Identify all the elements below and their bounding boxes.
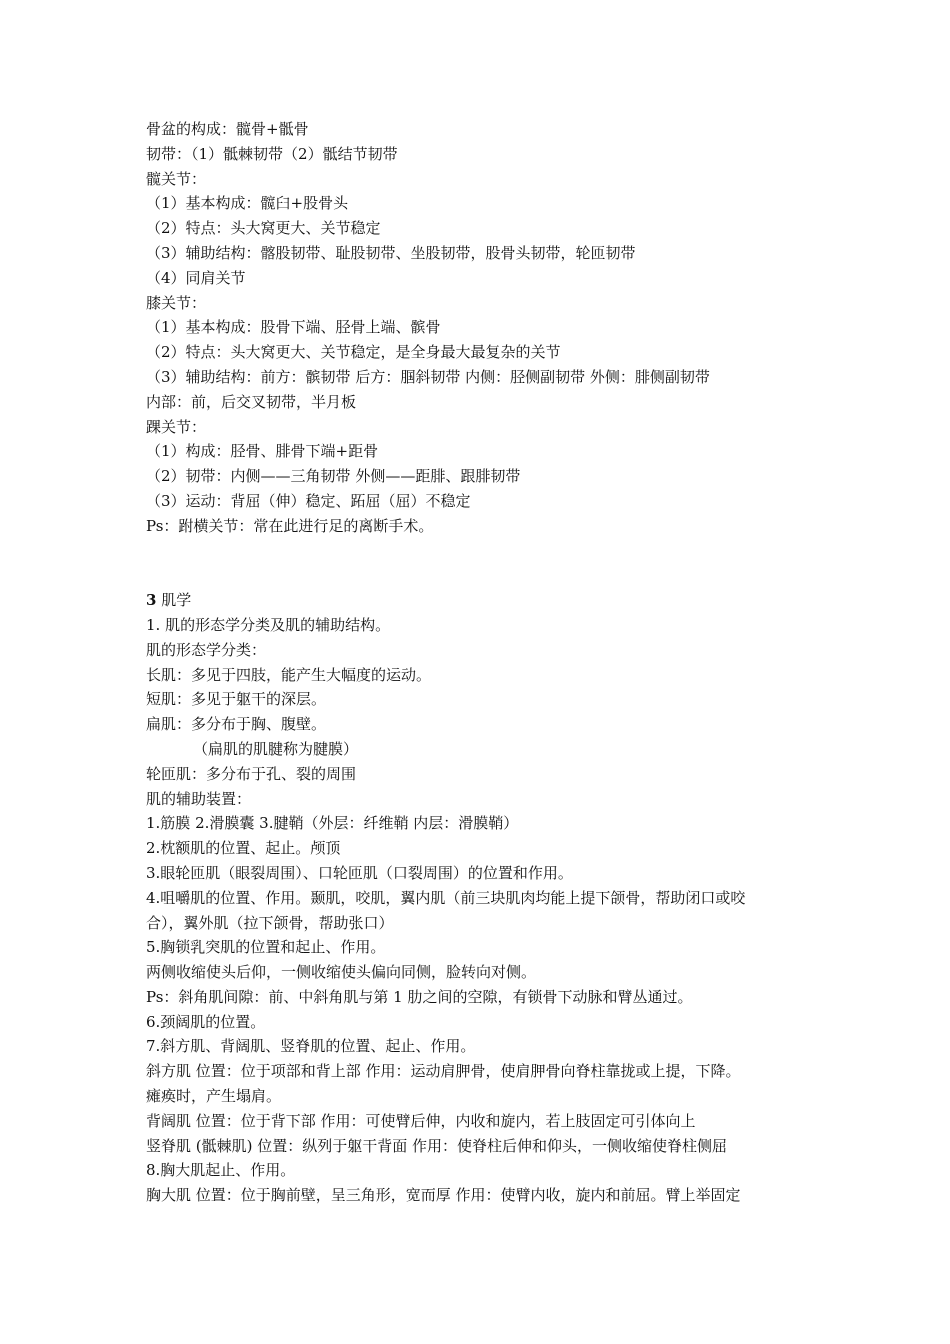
section-heading-number: 3 bbox=[146, 591, 157, 610]
text-line: 竖脊肌 (骶棘肌) 位置：纵列于躯干背面 作用：使脊柱后伸和仰头，一侧收缩使脊柱侧屈 bbox=[146, 1136, 728, 1155]
text-line: 合），翼外肌（拉下颌骨，帮助张口） bbox=[146, 913, 394, 932]
myology-section bbox=[146, 588, 826, 1208]
text-line: 踝关节： bbox=[146, 417, 207, 436]
text-line: 髋关节： bbox=[146, 169, 207, 188]
text-line: （4）同肩关节 bbox=[146, 268, 246, 287]
document-body bbox=[146, 117, 826, 1208]
indented-note: （扁肌的肌腱称为腱膜） bbox=[193, 739, 359, 758]
text-line: 胸大肌 位置：位于胸前壁，呈三角形，宽而厚 作用：使臂内收，旋内和前屈。臂上举固定 bbox=[146, 1186, 741, 1205]
text-line: 1.筋膜 2.滑膜囊 3.腱鞘（外层：纤维鞘 内层：滑膜鞘） bbox=[146, 814, 519, 833]
pelvis-joints-section bbox=[146, 117, 826, 539]
text-line: 内部：前，后交叉韧带，半月板 bbox=[146, 392, 357, 411]
section-heading bbox=[146, 588, 826, 613]
text-line: 7.斜方肌、背阔肌、竖脊肌的位置、起止、作用。 bbox=[146, 1037, 476, 1056]
text-line: 两侧收缩使头后仰，一侧收缩使头偏向同侧，脸转向对侧。 bbox=[146, 963, 537, 982]
text-line: 肌的形态学分类： bbox=[146, 640, 267, 659]
text-line: （3）运动：背屈（伸）稳定、跖屈（屈）不稳定 bbox=[146, 491, 471, 510]
text-line: （3）辅助结构：髂股韧带、耻股韧带、坐股韧带，股骨头韧带，轮匝韧带 bbox=[146, 243, 636, 262]
text-line: 轮匝肌：多分布于孔、裂的周围 bbox=[146, 764, 357, 783]
text-line: 斜方肌 位置：位于项部和背上部 作用：运动肩胛骨，使肩胛骨向脊柱靠拢或上提，下降。 bbox=[146, 1062, 741, 1081]
text-line: 骨盆的构成：髋骨+骶骨 bbox=[146, 120, 309, 138]
text-line: 6.颈阔肌的位置。 bbox=[146, 1012, 266, 1031]
text-line: 短肌：多见于躯干的深层。 bbox=[146, 690, 327, 709]
text-line: 4.咀嚼肌的位置、作用。颞肌，咬肌，翼内肌（前三块肌肉均能上提下颌骨，帮助闭口或咬 bbox=[146, 888, 746, 907]
text-line: 8.胸大肌起止、作用。 bbox=[146, 1161, 296, 1180]
text-line: 背阔肌 位置：位于背下部 作用：可使臂后伸，内收和旋内，若上肢固定可引体向上 bbox=[146, 1111, 696, 1130]
text-line: （2）韧带：内侧——三角韧带 外侧——距腓、跟腓韧带 bbox=[146, 467, 521, 486]
text-line: 3.眼轮匝肌（眼裂周围）、口轮匝肌（口裂周围）的位置和作用。 bbox=[146, 863, 573, 882]
text-line: Ps：斜角肌间隙：前、中斜角肌与第 1 肋之间的空隙，有锁骨下动脉和臂丛通过。 bbox=[146, 987, 693, 1006]
text-line: Ps：跗横关节：常在此进行足的离断手术。 bbox=[146, 516, 434, 535]
text-line: 1. 肌的形态学分类及肌的辅助结构。 bbox=[146, 615, 391, 634]
text-line: （1）基本构成：髋臼+股骨头 bbox=[146, 194, 349, 213]
text-line: 扁肌：多分布于胸、腹壁。 bbox=[146, 715, 327, 734]
text-line: 2.枕额肌的位置、起止。颅顶 bbox=[146, 839, 341, 858]
section-spacer bbox=[146, 539, 826, 589]
text-line: （3）辅助结构：前方：髌韧带 后方：腘斜韧带 内侧：胫侧副韧带 外侧：腓侧副韧带 bbox=[146, 367, 710, 386]
text-line: （1）基本构成：股骨下端、胫骨上端、髌骨 bbox=[146, 318, 441, 337]
text-line: （2）特点：头大窝更大、关节稳定，是全身最大最复杂的关节 bbox=[146, 343, 561, 362]
text-line: 韧带：（1）骶棘韧带（2）骶结节韧带 bbox=[146, 144, 398, 163]
text-line: （2）特点：头大窝更大、关节稳定 bbox=[146, 219, 381, 238]
section-heading-text: 肌学 bbox=[156, 591, 192, 610]
text-line: 长肌：多见于四肢，能产生大幅度的运动。 bbox=[146, 665, 432, 684]
text-line: 肌的辅助装置： bbox=[146, 789, 252, 808]
text-line: 膝关节： bbox=[146, 293, 207, 312]
text-line: 5.胸锁乳突肌的位置和起止、作用。 bbox=[146, 938, 386, 957]
text-line: （1）构成：胫骨、腓骨下端+距骨 bbox=[146, 442, 379, 461]
text-line: 瘫痪时，产生塌肩。 bbox=[146, 1087, 282, 1106]
